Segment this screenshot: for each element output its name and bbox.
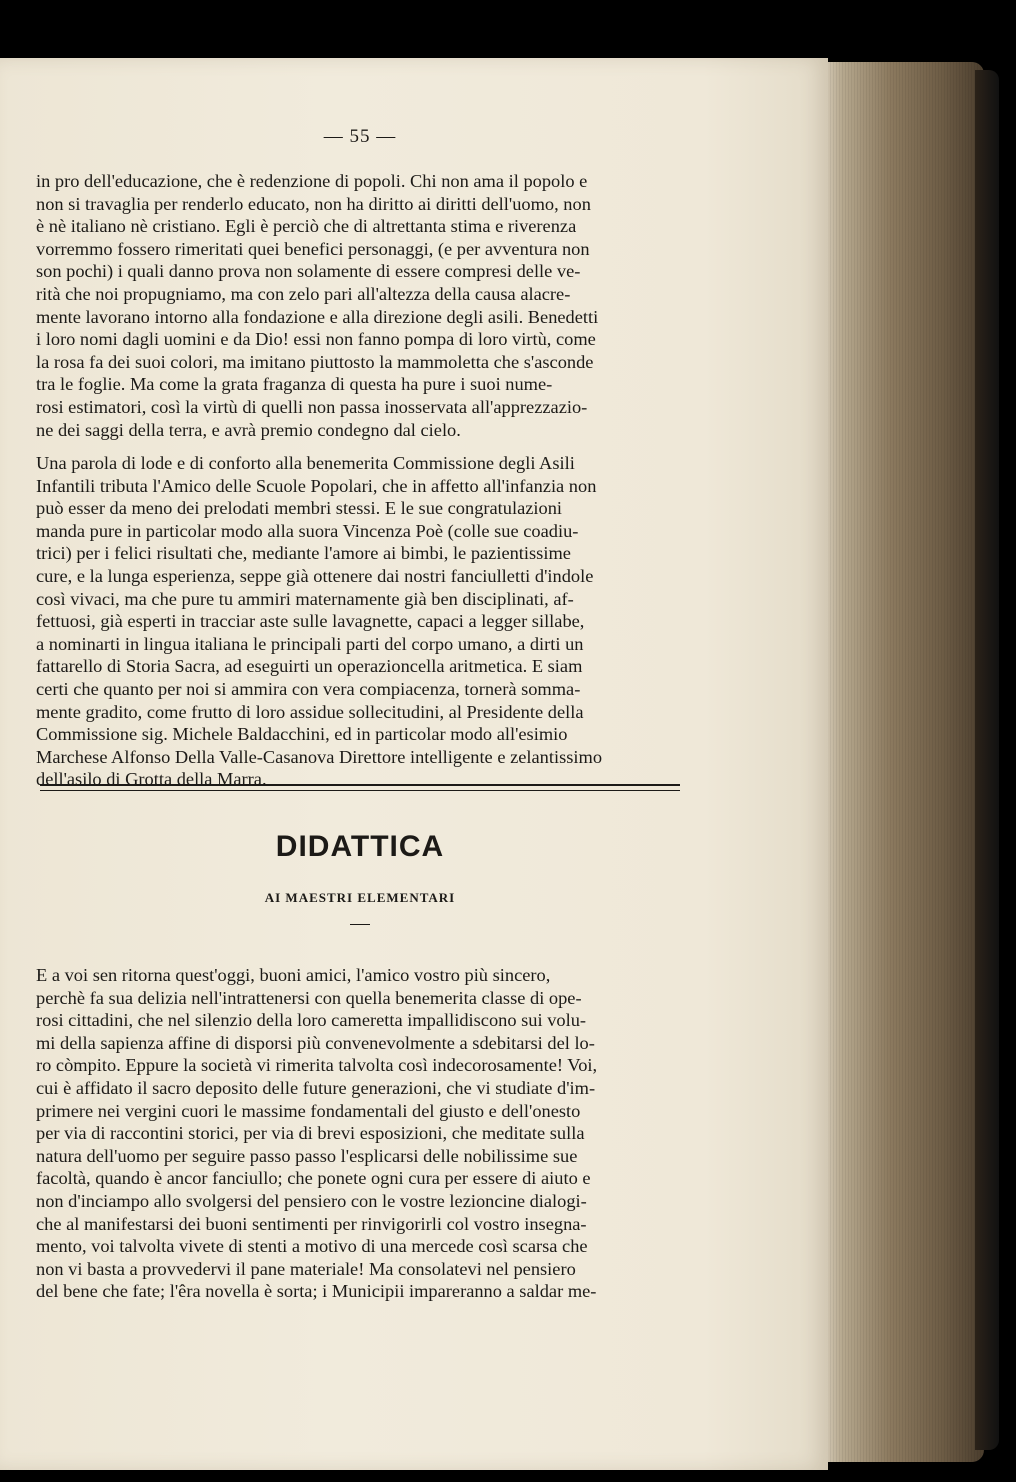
heading-rule	[350, 924, 370, 925]
book-page-edge	[812, 62, 984, 1462]
text-line: tra le foglie. Ma come la grata fraganza di questa ha pure i suoi nume-	[36, 374, 553, 395]
text-line: Una parola di lode e di conforto alla benemerita Commissione degli Asili	[36, 453, 575, 473]
text-line: è nè italiano nè cristiano. Egli è perciò che di altrettanta stima e riverenza	[36, 216, 577, 237]
text-line: Commissione sig. Michele Baldacchini, ed in particolar modo all'esimio	[36, 724, 568, 745]
text-line: son pochi) i quali danno prova non solamente di essere compresi delle ve-	[36, 261, 581, 282]
text-line: la rosa fa dei suoi colori, ma imitano piuttosto la mammoletta che s'asconde	[36, 351, 594, 372]
text-line: a nominarti in lingua italiana le principali parti del corpo umano, a dirti un	[36, 633, 584, 654]
text-line: così vivaci, ma che pure tu ammiri maternamente già ben disciplinati, af-	[36, 588, 574, 609]
text-line: può esser da meno dei prelodati membri stessi. E le sue congratulazioni	[36, 498, 563, 519]
text-line: che al manifestarsi dei buoni sentimenti per rinvigorirli col vostro insegna-	[36, 1213, 587, 1234]
text-line: Marchese Alfonso Della Valle-Casanova Direttore intelligente e zelantissimo	[36, 746, 603, 767]
text-line: ro còmpito. Eppure la società vi rimerita talvolta così indecorosamente! Voi,	[36, 1055, 598, 1076]
text-line: manda pure in particolar modo alla suora Vincenza Poè (colle sue coadiu-	[36, 520, 579, 541]
section-divider	[40, 784, 680, 791]
text-line: vorremmo fossero rimeritati quei benefici personaggi, (e per avventura non	[36, 238, 590, 259]
text-line: per via di raccontini storici, per via di brevi esposizioni, che meditate sulla	[36, 1123, 585, 1144]
text-line: certi che quanto per noi si ammira con vera compiacenza, tornerà somma-	[36, 678, 581, 699]
text-line: cui è affidato il sacro deposito delle future generazioni, che vi studiate d'im-	[36, 1077, 596, 1098]
section-subheading: AI MAESTRI ELEMENTARI	[264, 890, 456, 905]
text-line: rosi cittadini, che nel silenzio della loro cameretta impallidiscono sui volu-	[36, 1010, 587, 1031]
text-line: mente lavorano intorno alla fondazione e alla direzione degli asili. Benedetti	[36, 306, 599, 327]
text-line: rosi estimatori, così la virtù di quelli non passa inosservata all'apprezzazio-	[36, 396, 588, 417]
text-line: mente gradito, come frutto di loro assidue sollecitudini, al Presidente della	[36, 701, 584, 722]
section-heading: DIDATTICA	[275, 830, 445, 863]
text-line: non vi basta a provvedervi il pane materiale! Ma consolatevi nel pensiero	[36, 1258, 576, 1279]
paragraph-3	[36, 964, 690, 1303]
paragraph-1	[36, 170, 690, 441]
text-line: mento, voi talvolta vivete di stenti a motivo di una mercede così scarsa che	[36, 1236, 588, 1257]
text-line: fattarello di Storia Sacra, ad eseguirti un operazioncella aritmetica. E siam	[36, 656, 583, 677]
text-line: primere nei vergini cuori le massime fondamentali del giusto e dell'onesto	[36, 1100, 581, 1121]
text-line: in pro dell'educazione, che è redenzione di popoli. Chi non ama il popolo e	[36, 171, 588, 191]
text-line: fettuosi, già esperti in tracciar aste sulle lavagnette, capaci a legger sillabe,	[36, 611, 585, 632]
paragraph-2	[36, 452, 690, 791]
text-line: mi della sapienza affine di disporsi più convenevolmente a sdebitarsi del lo-	[36, 1032, 595, 1053]
book-cover-edge	[975, 70, 999, 1450]
text-line: Infantili tributa l'Amico delle Scuole Popolari, che in affetto all'infanzia non	[36, 475, 597, 496]
text-line: ne dei saggi della terra, e avrà premio condegno dal cielo.	[36, 419, 461, 440]
text-line: perchè fa sua delizia nell'intrattenersi con quella benemerita classe di ope-	[36, 987, 582, 1008]
text-line: natura dell'uomo per seguire passo passo l'esplicarsi delle nobilissime sue	[36, 1145, 578, 1166]
text-line: del bene che fate; l'êra novella è sorta; i Municipii impareranno a saldar me-	[36, 1281, 597, 1302]
text-line: non d'inciampo allo svolgersi del pensiero con le vostre lezioncine dialogi-	[36, 1190, 587, 1211]
text-line: rità che noi propugniamo, ma con zelo pari all'altezza della causa alacre-	[36, 283, 571, 304]
page-number: — 55 —	[323, 126, 397, 147]
text-line: trici) per i felici risultati che, mediante l'amore ai bimbi, le pazientissime	[36, 543, 571, 564]
text-line: dell'asilo di Grotta della Marra.	[36, 769, 267, 790]
text-line: facoltà, quando è ancor fanciullo; che ponete ogni cura per essere di aiuto e	[36, 1168, 591, 1189]
text-line: cure, e la lunga esperienza, seppe già ottenere dai nostri fanciulletti d'indole	[36, 565, 594, 586]
text-line: i loro nomi dagli uomini e da Dio! essi non fanno pompa di loro virtù, come	[36, 329, 596, 350]
page	[0, 58, 828, 1470]
text-line: E a voi sen ritorna quest'oggi, buoni amici, l'amico vostro più sincero,	[36, 965, 551, 985]
text-line: non si travaglia per renderlo educato, non ha diritto ai diritti dell'uomo, non	[36, 193, 591, 214]
